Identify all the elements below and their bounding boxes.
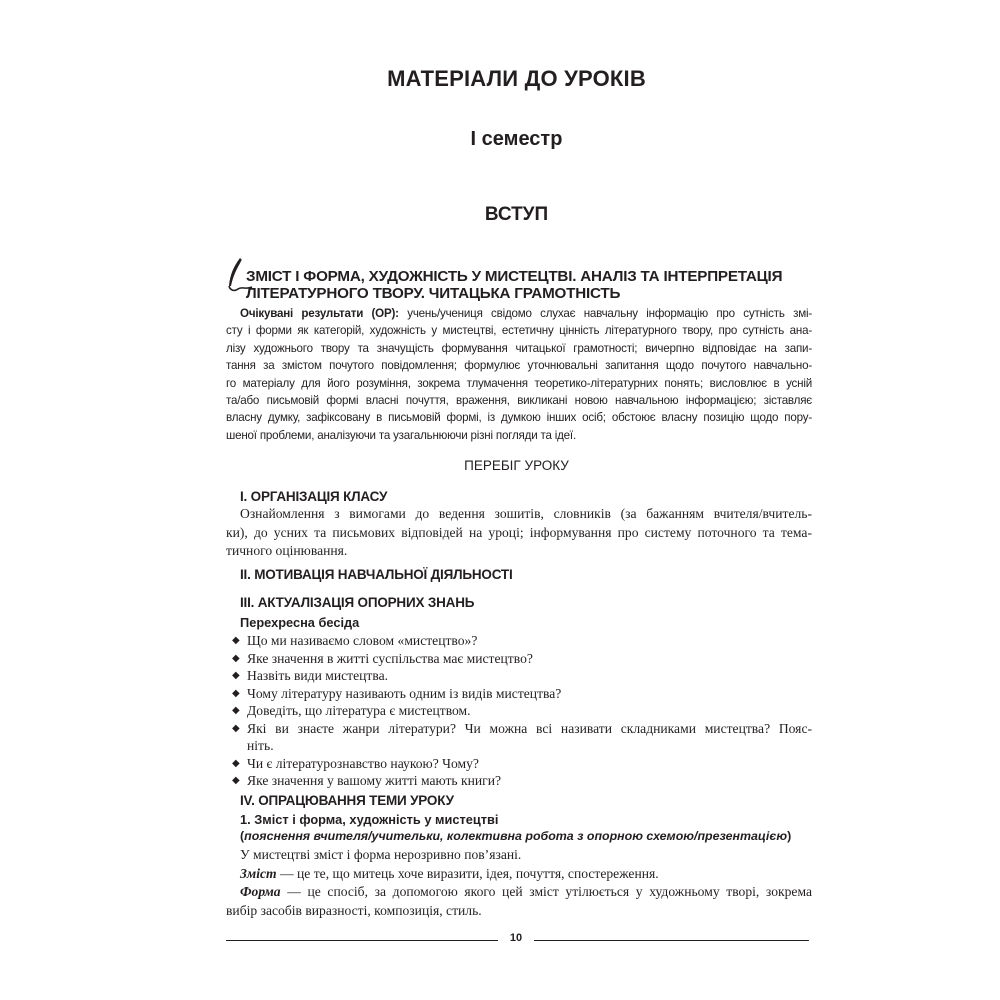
motivation-heading: II. МОТИВАЦІЯ НАВЧАЛЬНОЇ ДІЯЛЬНОСТІ — [240, 567, 513, 582]
bullet-icon: ◆ — [232, 775, 240, 786]
bullet-icon: ◆ — [232, 757, 240, 769]
text-line: тичного оцінювання. — [226, 543, 348, 558]
question-list — [226, 632, 812, 790]
text-line: Ознайомлення з вимогами до ведення зошитів, словників (за бажанням вчителя/вчитель- — [240, 506, 812, 521]
content-form-paragraph — [226, 846, 812, 920]
method-note: (пояснення вчителя/учительки, колективна робота з опорною схемою/презентацією) — [240, 829, 792, 843]
list-item: ◆ Назвіть види мистецтва. — [232, 668, 389, 683]
list-item: ◆ Доведіть, що література є мистецтвом. — [232, 703, 471, 718]
topic-work-heading: IV. ОПРАЦЮВАННЯ ТЕМИ УРОКУ — [240, 793, 454, 808]
lesson-topic — [246, 268, 806, 302]
footer-rule-left — [226, 940, 498, 941]
term-content: Зміст — [240, 865, 277, 881]
bullet-icon: ◆ — [232, 705, 240, 716]
section-heading: ВСТУП — [484, 204, 549, 225]
bullet-icon: ◆ — [232, 652, 240, 664]
lesson-flow-heading: ПЕРЕБІГ УРОКУ — [464, 458, 569, 473]
list-item: ◆ Чому літературу називають одним із видів мистецтва? — [232, 685, 562, 701]
text-line: шеної проблеми, аналізуючи та узагальнюючи різні погляди та ідеї. — [226, 428, 576, 442]
expected-label: Очікувані результати (ОР): — [240, 307, 399, 320]
text-line: сту і форми як категорій, художність у мистецтві, естетичну цінність літературного твору, про сутність ана- — [226, 324, 812, 338]
text-line: власну думку, зафіксовану в письмовій формі, із думкою інших осіб; обстоює власну позицію щодо пору- — [226, 411, 812, 425]
topic-line: ЛІТЕРАТУРНОГО ТВОРУ. ЧИТАЦЬКА ГРАМОТНІСТЬ — [246, 285, 621, 302]
list-item: ◆ Чи є літературознавство наукою? Чому? — [232, 755, 479, 771]
text-line: та/або письмовій формі власні почуття, враження, викликані новою навчальною інформацією; зіставляє — [226, 394, 812, 408]
list-item: ◆ Що ми називаємо словом «мистецтво»? — [232, 633, 478, 648]
subsection-heading: 1. Зміст і форма, художність у мистецтві — [240, 812, 499, 827]
bullet-icon: ◆ — [232, 687, 240, 699]
list-item: ◆ Яке значення в житті суспільства має мистецтво? — [232, 650, 533, 666]
text-line: ки), до усних та письмових відповідей на уроці; інформування про систему поточного та тема- — [226, 524, 812, 540]
expected-results — [226, 305, 812, 444]
semester-heading: І семестр — [470, 128, 563, 150]
bullet-icon: ◆ — [232, 722, 240, 734]
footer-rule-right — [534, 940, 809, 941]
list-item: ◆ Які ви знаєте жанри літератури? Чи можна всі називати складниками мистецтва? Пояс- ніть. — [232, 720, 812, 753]
definition-text: — це спосіб, за допомогою якого цей зміст утілюється у художньому творі, зокрема — [280, 884, 812, 899]
actualization-heading: III. АКТУАЛІЗАЦІЯ ОПОРНИХ ЗНАНЬ — [240, 595, 475, 610]
list-item: ◆ Яке значення у вашому житті мають книги? — [232, 773, 502, 788]
bullet-icon: ◆ — [232, 635, 240, 646]
org-heading: I. ОРГАНІЗАЦІЯ КЛАСУ — [240, 489, 388, 504]
page-number: 10 — [509, 932, 523, 944]
cross-talk-subheading: Перехресна бесіда — [240, 615, 360, 630]
text-line: У мистецтві зміст і форма нерозривно пов’язані. — [240, 847, 522, 862]
text-line: го матеріалу для його розуміння, зокрема тлумачення теоретико-літературних понять; висловлює в усній — [226, 376, 812, 390]
bullet-icon: ◆ — [232, 670, 240, 681]
org-paragraph — [226, 505, 812, 561]
text-line: учень/учениця свідомо слухає навчальну інформацію про сутність змі- — [407, 307, 812, 320]
text-line: тання за змістом почутого повідомлення; формулює уточнювальні запитання щодо почутого навчально- — [226, 359, 812, 373]
text-line: вибір засобів виразності, композиція, стиль. — [226, 902, 482, 918]
definition-text: — це те, що митець хоче виразити, ідея, почуття, спостереження. — [276, 865, 659, 881]
term-form: Форма — [240, 884, 281, 899]
topic-line: ЗМІСТ І ФОРМА, ХУДОЖНІСТЬ У МИСТЕЦТВІ. АНАЛІЗ ТА ІНТЕРПРЕТАЦІЯ — [246, 268, 783, 285]
page-title: МАТЕРІАЛИ ДО УРОКІВ — [387, 66, 646, 91]
text-line: лізу художнього твору та значущість формування читацької грамотності; вичерпно відповідає на запи- — [226, 341, 812, 355]
